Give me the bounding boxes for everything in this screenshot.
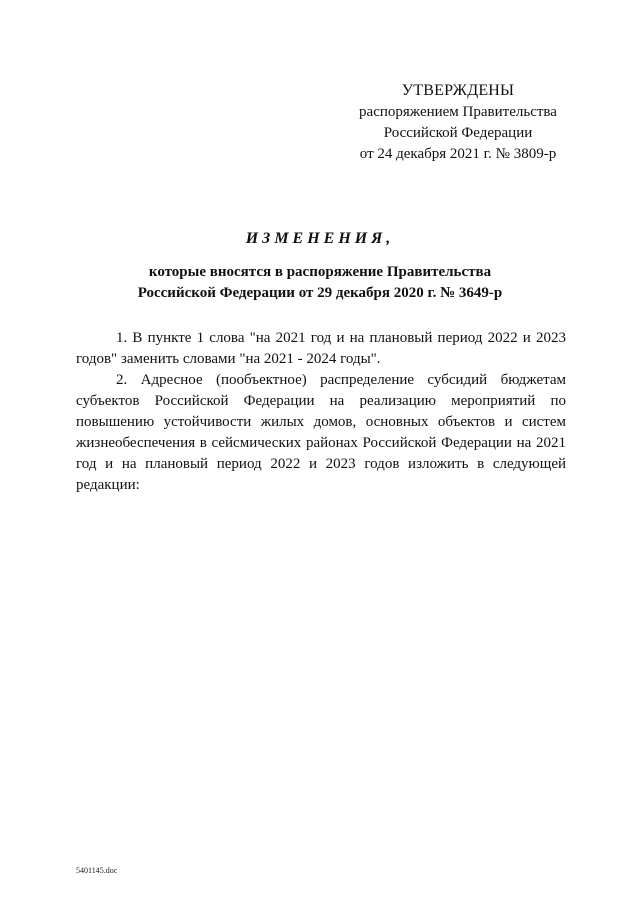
approval-stamp bbox=[330, 80, 586, 165]
file-code: 5401145.doc bbox=[76, 866, 118, 875]
subtitle-line-1: которые вносятся в распоряжение Правительства bbox=[148, 264, 492, 280]
paragraph-1: 1. В пункте 1 слова "на 2021 год и на плановый период 2022 и 2023 годов" заменить словами "на 2021 - 2024 годы". bbox=[76, 330, 566, 367]
approval-line-3: от 24 декабря 2021 г. № 3809-р bbox=[359, 146, 557, 162]
approval-line-2: Российской Федерации bbox=[383, 125, 533, 141]
document-subtitle bbox=[60, 262, 580, 304]
approval-title: УТВЕРЖДЕНЫ bbox=[401, 82, 515, 99]
document-body bbox=[76, 328, 566, 496]
document-heading bbox=[60, 230, 580, 304]
subtitle-line-2: Российской Федерации от 29 декабря 2020 г. № 3649-р bbox=[137, 285, 503, 301]
approval-line-1: распоряжением Правительства bbox=[359, 104, 557, 120]
document-title: ИЗМЕНЕНИЯ, bbox=[245, 230, 395, 247]
paragraph-2: 2. Адресное (пообъектное) распределение субсидий бюджетам субъектов Российской Федерации на реализацию мероприятий по повышению устойчивости жилых домов, основных объектов и систем жизнеобеспечения в сейсмических районах Российской Федерации на 2021 год и на плановый период 2022 и 2023 годов изложить в следующей редакции: bbox=[76, 372, 566, 493]
